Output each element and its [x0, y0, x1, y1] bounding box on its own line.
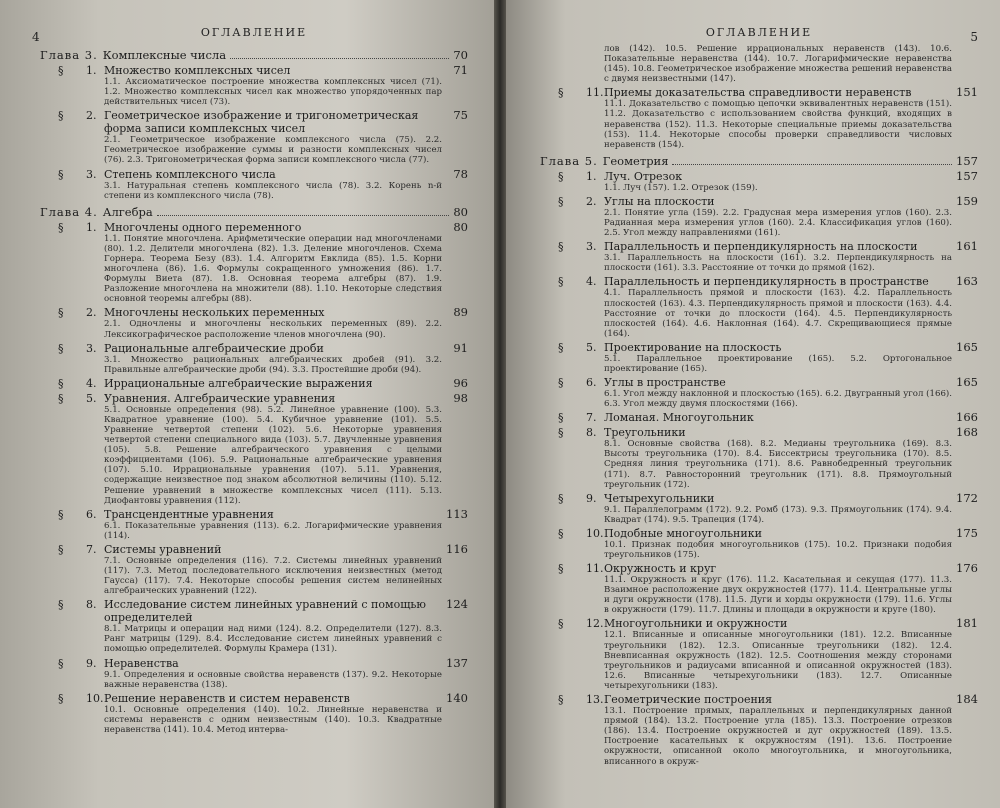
section-number: 2. [86, 306, 97, 320]
section-page: 166 [956, 410, 978, 425]
section-page: 98 [453, 390, 468, 405]
section-title: Трансцендентные уравнения [104, 507, 274, 521]
section-heading [40, 508, 468, 521]
chapter-title: Комплексные числа [102, 48, 227, 62]
section-symbol: § [558, 426, 564, 440]
right-page-number: 5 [970, 30, 978, 44]
section-symbol: § [58, 64, 64, 77]
section-number: 7. [86, 542, 97, 556]
book-gutter [494, 0, 506, 808]
section-number: 4. [586, 275, 597, 289]
subsection-list: 6.1. Угол между наклонной и плоскостью (165). 6.2. Двугранный угол (166). 6.3. Угол между двумя плоскостями (166). [604, 389, 952, 410]
chapter4-tail [540, 86, 978, 149]
chapter-label: Глава 3. [40, 48, 98, 62]
subsection-list: 1.1. Аксиоматическое построение множества комплексных чисел (71). 1.2. Множество комплексных чисел как множество упорядоченных пар действительных чисел (73). [104, 77, 442, 108]
toc-section [540, 275, 978, 338]
toc-section [40, 692, 468, 735]
toc-section [540, 426, 978, 489]
section-title: Многочлены одного переменного [104, 220, 302, 234]
toc-section [540, 376, 978, 409]
section-page: 181 [956, 616, 978, 631]
section-heading [540, 170, 978, 183]
section-symbol: § [558, 86, 564, 100]
subsection-list: 13.1. Построение прямых, параллельных и перпендикулярных данной прямой (184). 13.2. Построение угла (185). 13.3. Построение отрезков (186). 13.4. Построение окружностей и дуг окружностей (189). 13.5. Построение касательных к окружностям (191). 13.6. Построение окружности, описанной около многоугольника, и многоугольника, вписанного в окруж- [604, 706, 952, 767]
toc-section [540, 411, 978, 424]
section-heading [40, 657, 468, 670]
chapter-label: Глава 4. [40, 204, 98, 219]
toc-section [40, 377, 468, 390]
section-symbol: § [58, 691, 64, 705]
toc-section [540, 492, 978, 525]
section-number: 11. [586, 86, 604, 100]
section-symbol: § [558, 240, 564, 254]
right-running-head [540, 26, 978, 44]
subsection-list: 1.1. Понятие многочлена. Арифметические операции над многочленами (80). 1.2. Делители многочлена (82). 1.3. Деление многочленов. Схема Горнера. Теорема Безу (83). 1.4. Алгоритм Евклида (85). 1.5. Корни многочлена (86). 1.6. Формулы сокращенного умножения (86). 1.7. Формулы Виета (87). 1.8. Основная теорема алгебры (87). 1.9. Разложение многочлена на множители (88). 1.10. Некоторые следствия основной теоремы алгебры (88). [104, 233, 442, 305]
section-title: Многоугольники и окружности [604, 617, 788, 631]
section-symbol: § [58, 167, 64, 181]
section-page: 137 [446, 655, 468, 670]
section-heading [40, 392, 468, 405]
section-heading [40, 377, 468, 390]
section-heading [540, 492, 978, 505]
section-page: 175 [956, 525, 978, 540]
section-number: 5. [586, 340, 597, 354]
section-number: 8. [586, 426, 597, 440]
section-title: Углы на плоскости [604, 194, 715, 208]
toc-section [40, 392, 468, 506]
continuation-text: лов (142). 10.5. Решение иррациональных неравенств (143). 10.6. Показательные неравенства (144). 10.7. Логарифмические неравенства (145). 10.8. Геометрическое изображение множества решений неравенства с двумя неизвестными (147). [604, 44, 952, 85]
section-heading [40, 221, 468, 234]
section-heading [40, 543, 468, 556]
section-title: Геометрическое изображение и тригонометрическая форма записи комплексных чисел [104, 109, 419, 136]
section-number: 2. [586, 194, 597, 208]
toc-section [540, 693, 978, 767]
section-number: 3. [586, 240, 597, 254]
section-heading [540, 411, 978, 424]
section-symbol: § [58, 598, 64, 612]
section-symbol: § [58, 220, 64, 234]
section-title: Уравнения. Алгебраические уравнения [104, 391, 336, 405]
section-page: 91 [453, 340, 468, 355]
left-running-head-title: ОГЛАВЛЕНИЕ [200, 26, 308, 39]
subsection-list: 11.1. Окружность и круг (176). 11.2. Касательная и секущая (177). 11.3. Взаимное расположение двух окружностей (177). 11.4. Центральные углы и дуги окружности (178). 11.5. Дуги и хорды окружности (179). 11.6. Углы в окружности (179). 11.7. Длины и площади в окружности и круге (180). [604, 575, 952, 616]
section-page: 113 [446, 506, 468, 521]
section-symbol: § [58, 376, 64, 390]
section-symbol: § [58, 306, 64, 320]
section-title: Параллельность и перпендикулярность в пространстве [604, 275, 929, 289]
section-page: 78 [453, 166, 468, 181]
right-toc [540, 154, 978, 767]
section-number: 10. [586, 526, 604, 540]
section-number: 7. [586, 411, 597, 425]
section-heading [540, 527, 978, 540]
section-number: 9. [586, 491, 597, 505]
toc-section [40, 64, 468, 107]
section-number: 12. [586, 617, 604, 631]
section-heading [40, 168, 468, 181]
section-number: 8. [86, 598, 97, 612]
section-title: Четырехугольники [604, 491, 715, 505]
subsection-list: 5.1. Основные определения (98). 5.2. Линейное уравнение (100). 5.3. Квадратное уравнение (100). 5.4. Кубичное уравнение (101). 5.5. Уравнение четвертой степени (102). 5.6. Некоторые уравнения четвертой степени специального вида (103). 5.7. Двучленные уравнения (105). 5.8. Решение алгебраического уравнения с целыми коэффициентами (106). 5.9. Рациональные алгебраические уравнения (107). 5.10. Иррациональные уравнения (107). 5.11. Уравнения, содержащие неизвестное под знаком абсолютной величины (110). 5.12. Решение уравнений в множестве комплексных чисел (111). 5.13. Диофантовы уравнения (112). [104, 404, 442, 506]
section-heading [540, 617, 978, 630]
section-number: 9. [86, 656, 97, 670]
section-title: Углы в пространстве [604, 376, 726, 390]
section-number: 11. [586, 562, 604, 576]
subsection-list: 2.1. Одночлены и многочлены нескольких переменных (89). 2.2. Лексикографическое расположение членов многочлена (90). [104, 319, 442, 340]
subsection-list: 9.1. Параллелограмм (172). 9.2. Ромб (173). 9.3. Прямоугольник (174). 9.4. Квадрат (174). 9.5. Трапеция (174). [604, 504, 952, 525]
section-number: 1. [86, 220, 97, 234]
section-symbol: § [58, 656, 64, 670]
section-symbol: § [58, 391, 64, 405]
section-symbol: § [558, 340, 564, 354]
section-title: Системы уравнений [104, 542, 222, 556]
section-heading [40, 692, 468, 705]
section-page: 96 [453, 375, 468, 390]
section-number: 3. [86, 167, 97, 181]
section-heading [40, 306, 468, 319]
section-page: 172 [956, 490, 978, 505]
subsection-list: 8.1. Основные свойства (168). 8.2. Медианы треугольника (169). 8.3. Высоты треугольника (170). 8.4. Биссектрисы треугольника (170). 8.5. Средняя линия треугольника (171). 8.6. Равнобедренный треугольник (171). 8.7. Равносторонний треугольник (171). 8.8. Прямоугольный треугольник (172). [604, 439, 952, 490]
section-heading [540, 562, 978, 575]
section-title: Рациональные алгебраические дроби [104, 341, 324, 355]
chapter-label: Глава 5. [540, 153, 598, 168]
left-toc [40, 48, 468, 735]
subsection-list: 4.1. Параллельность прямой и плоскости (163). 4.2. Параллельность плоскостей (163). 4.3. Перпендикулярность прямой и плоскости (163). 4.4. Расстояние от точки до плоскости (164). 4.5. Перпендикулярность плоскостей (164). 4.6. Наклонная (164). 4.7. Скрещивающиеся прямые (164). [604, 288, 952, 339]
subsection-list: 10.1. Основные определения (140). 10.2. Линейные неравенства и системы неравенств с одним неизвестным (140). 10.3. Квадратные неравенства (141). 10.4. Метод интерва- [104, 704, 442, 735]
toc-section [40, 598, 468, 654]
section-symbol: § [58, 507, 64, 521]
section-title: Многочлены нескольких переменных [104, 306, 325, 320]
section-heading [40, 64, 468, 77]
chapter-page: 70 [453, 48, 468, 62]
section-heading [540, 240, 978, 253]
toc-section [540, 195, 978, 238]
section-symbol: § [58, 542, 64, 556]
right-page [506, 0, 1000, 808]
toc-section [540, 527, 978, 560]
left-running-head [32, 26, 468, 44]
section-page: 116 [446, 541, 468, 556]
toc-section [40, 657, 468, 690]
section-symbol: § [558, 194, 564, 208]
section-page: 168 [956, 425, 978, 440]
subsection-list: 3.1. Параллельность на плоскости (161). 3.2. Перпендикулярность на плоскости (161). 3.3. Расстояние от точки до прямой (162). [604, 253, 952, 274]
section-symbol: § [558, 411, 564, 425]
section-title: Треугольники [604, 426, 686, 440]
section-page: 161 [956, 239, 978, 254]
section-heading [40, 598, 468, 624]
section-symbol: § [558, 491, 564, 505]
section-title: Исследование систем линейных уравнений с помощью определителей [104, 598, 426, 625]
section-number: 1. [586, 169, 597, 183]
subsection-list: 8.1. Матрицы и операции над ними (124). 8.2. Определители (127). 8.3. Ранг матрицы (129). 8.4. Исследование систем линейных уравнений с помощью определителей. Формулы Крамера (131). [104, 624, 442, 655]
subsection-list: 10.1. Признак подобия многоугольников (175). 10.2. Признаки подобия треугольников (175). [604, 539, 952, 560]
section-title: Окружность и круг [604, 562, 717, 576]
subsection-list: 9.1. Определения и основные свойства неравенств (137). 9.2. Некоторые важные неравенства (138). [104, 669, 442, 690]
section-page: 184 [956, 692, 978, 707]
section-page: 89 [453, 305, 468, 320]
section-title: Проектирование на плоскость [604, 340, 782, 354]
section-title: Луч. Отрезок [604, 169, 683, 183]
section-page: 124 [446, 597, 468, 612]
section-symbol: § [558, 275, 564, 289]
section-number: 6. [586, 376, 597, 390]
section-page: 140 [446, 690, 468, 705]
chapter-heading [40, 48, 468, 62]
section-heading [540, 275, 978, 288]
section-symbol: § [58, 341, 64, 355]
section-heading [540, 195, 978, 208]
section-number: 3. [86, 341, 97, 355]
section-symbol: § [558, 169, 564, 183]
toc-section [40, 109, 468, 165]
toc-section [40, 342, 468, 375]
section-title: Иррациональные алгебраические выражения [104, 376, 373, 390]
section-heading [540, 376, 978, 389]
chapter-title: Геометрия [602, 153, 669, 168]
subsection-list: 5.1. Параллельное проектирование (165). 5.2. Ортогональное проектирование (165). [604, 353, 952, 374]
subsection-list: 6.1. Показательные уравнения (113). 6.2. Логарифмические уравнения (114). [104, 520, 442, 541]
chapter-page: 80 [453, 204, 468, 219]
dot-leader [230, 58, 449, 59]
section-heading [40, 109, 468, 135]
toc-section [540, 341, 978, 374]
subsection-list: 3.1. Множество рациональных алгебраических дробей (91). 3.2. Правильные алгебраические дроби (94). 3.3. Простейшие дроби (94). [104, 354, 442, 375]
section-page: 157 [956, 168, 978, 183]
section-symbol: § [558, 693, 564, 707]
section-number: 2. [86, 109, 97, 123]
section-number: 13. [586, 693, 604, 707]
section-heading [540, 341, 978, 354]
section-page: 165 [956, 339, 978, 354]
section-number: 6. [86, 507, 97, 521]
toc-section [40, 508, 468, 541]
subsection-list: 11.1. Доказательство с помощью цепочки эквивалентных неравенств (151). 11.2. Доказательство с использованием свойства функций, входящих в неравенства (152). 11.3. Некоторые специальные приемы доказательства (153). 11.4. Некоторые способы проверки справедливости числовых неравенств (154). [604, 99, 952, 150]
section-heading [540, 426, 978, 439]
subsection-list: 2.1. Геометрическое изображение комплексного числа (75). 2.2. Геометрическое изображение суммы и разности комплексных чисел (76). 2.3. Тригонометрическая форма записи комплексного числа (77). [104, 135, 442, 166]
section-heading [40, 342, 468, 355]
chapter-page: 157 [956, 153, 978, 168]
section-page: 71 [453, 63, 468, 77]
section-title: Неравенства [104, 656, 179, 670]
toc-section [540, 240, 978, 273]
subsection-list: 7.1. Основные определения (116). 7.2. Системы линейных уравнений (117). 7.3. Метод последовательного исключения неизвестных (метод Гаусса) (117). 7.4. Некоторые способы решения систем нелинейных алгебраических уравнений (122). [104, 555, 442, 597]
section-number: 1. [86, 64, 97, 77]
subsection-list: 1.1. Луч (157). 1.2. Отрезок (159). [604, 182, 758, 193]
toc-section [40, 168, 468, 201]
subsection-list: 12.1. Вписанные и описанные многоугольники (181). 12.2. Вписанные треугольники (182). 12.3. Описанные треугольники (182). 12.4. Вневписанная окружность (182). 12.5. Соотношения между сторонами треугольников и радиусами вписанной и описанной окружностей (183). 12.6. Вписанные четырехугольники (183). 12.7. Описанные четырехугольники (183). [604, 630, 952, 691]
section-number: 5. [86, 391, 97, 405]
subsection-list: 3.1. Натуральная степень комплексного числа (78). 3.2. Корень n-й степени из комплексного числа (78). [104, 180, 442, 201]
section-page: 176 [956, 561, 978, 576]
chapter-heading [540, 154, 978, 168]
section-title: Подобные многоугольники [604, 526, 762, 540]
section-symbol: § [558, 526, 564, 540]
section-title: Ломаная. Многоугольник [604, 411, 754, 425]
section-title: Степень комплексного числа [104, 167, 276, 181]
section-page: 163 [956, 274, 978, 289]
section-title: Приемы доказательства справедливости неравенств [604, 86, 912, 100]
section-page: 151 [956, 85, 978, 100]
toc-section [540, 562, 978, 615]
section-heading [540, 693, 978, 706]
section-symbol: § [558, 376, 564, 390]
section-title: Решение неравенств и систем неравенств [104, 691, 350, 705]
section-number: 10. [86, 691, 104, 705]
right-running-head-title: ОГЛАВЛЕНИЕ [705, 26, 813, 39]
section-symbol: § [558, 617, 564, 631]
section-heading [540, 86, 978, 99]
section-page: 80 [453, 219, 468, 234]
section-symbol: § [58, 109, 64, 123]
subsection-list: 2.1. Понятие угла (159). 2.2. Градусная мера измерения углов (160). 2.3. Радианная мера измерения углов (160). 2.4. Классификация углов (160). 2.5. Угол между направлениями (161). [604, 207, 952, 239]
section-symbol: § [558, 562, 564, 576]
dot-leader [672, 164, 952, 165]
toc-section [40, 221, 468, 305]
toc-section [40, 306, 468, 339]
section-number: 4. [86, 376, 97, 390]
section-page: 75 [453, 108, 468, 123]
section-title: Множество комплексных чисел [104, 64, 291, 77]
section-page: 159 [956, 193, 978, 208]
section-page: 165 [956, 375, 978, 390]
section-title: Геометрические построения [604, 693, 773, 707]
left-page [0, 0, 494, 808]
section-title: Параллельность и перпендикулярность на плоскости [604, 240, 918, 254]
toc-section [540, 170, 978, 193]
left-page-number: 4 [32, 30, 40, 44]
toc-section [40, 543, 468, 596]
toc-section [540, 617, 978, 691]
chapter-title: Алгебра [102, 204, 153, 219]
toc-section [540, 86, 978, 149]
dot-leader [157, 215, 450, 216]
chapter-heading [40, 205, 468, 219]
